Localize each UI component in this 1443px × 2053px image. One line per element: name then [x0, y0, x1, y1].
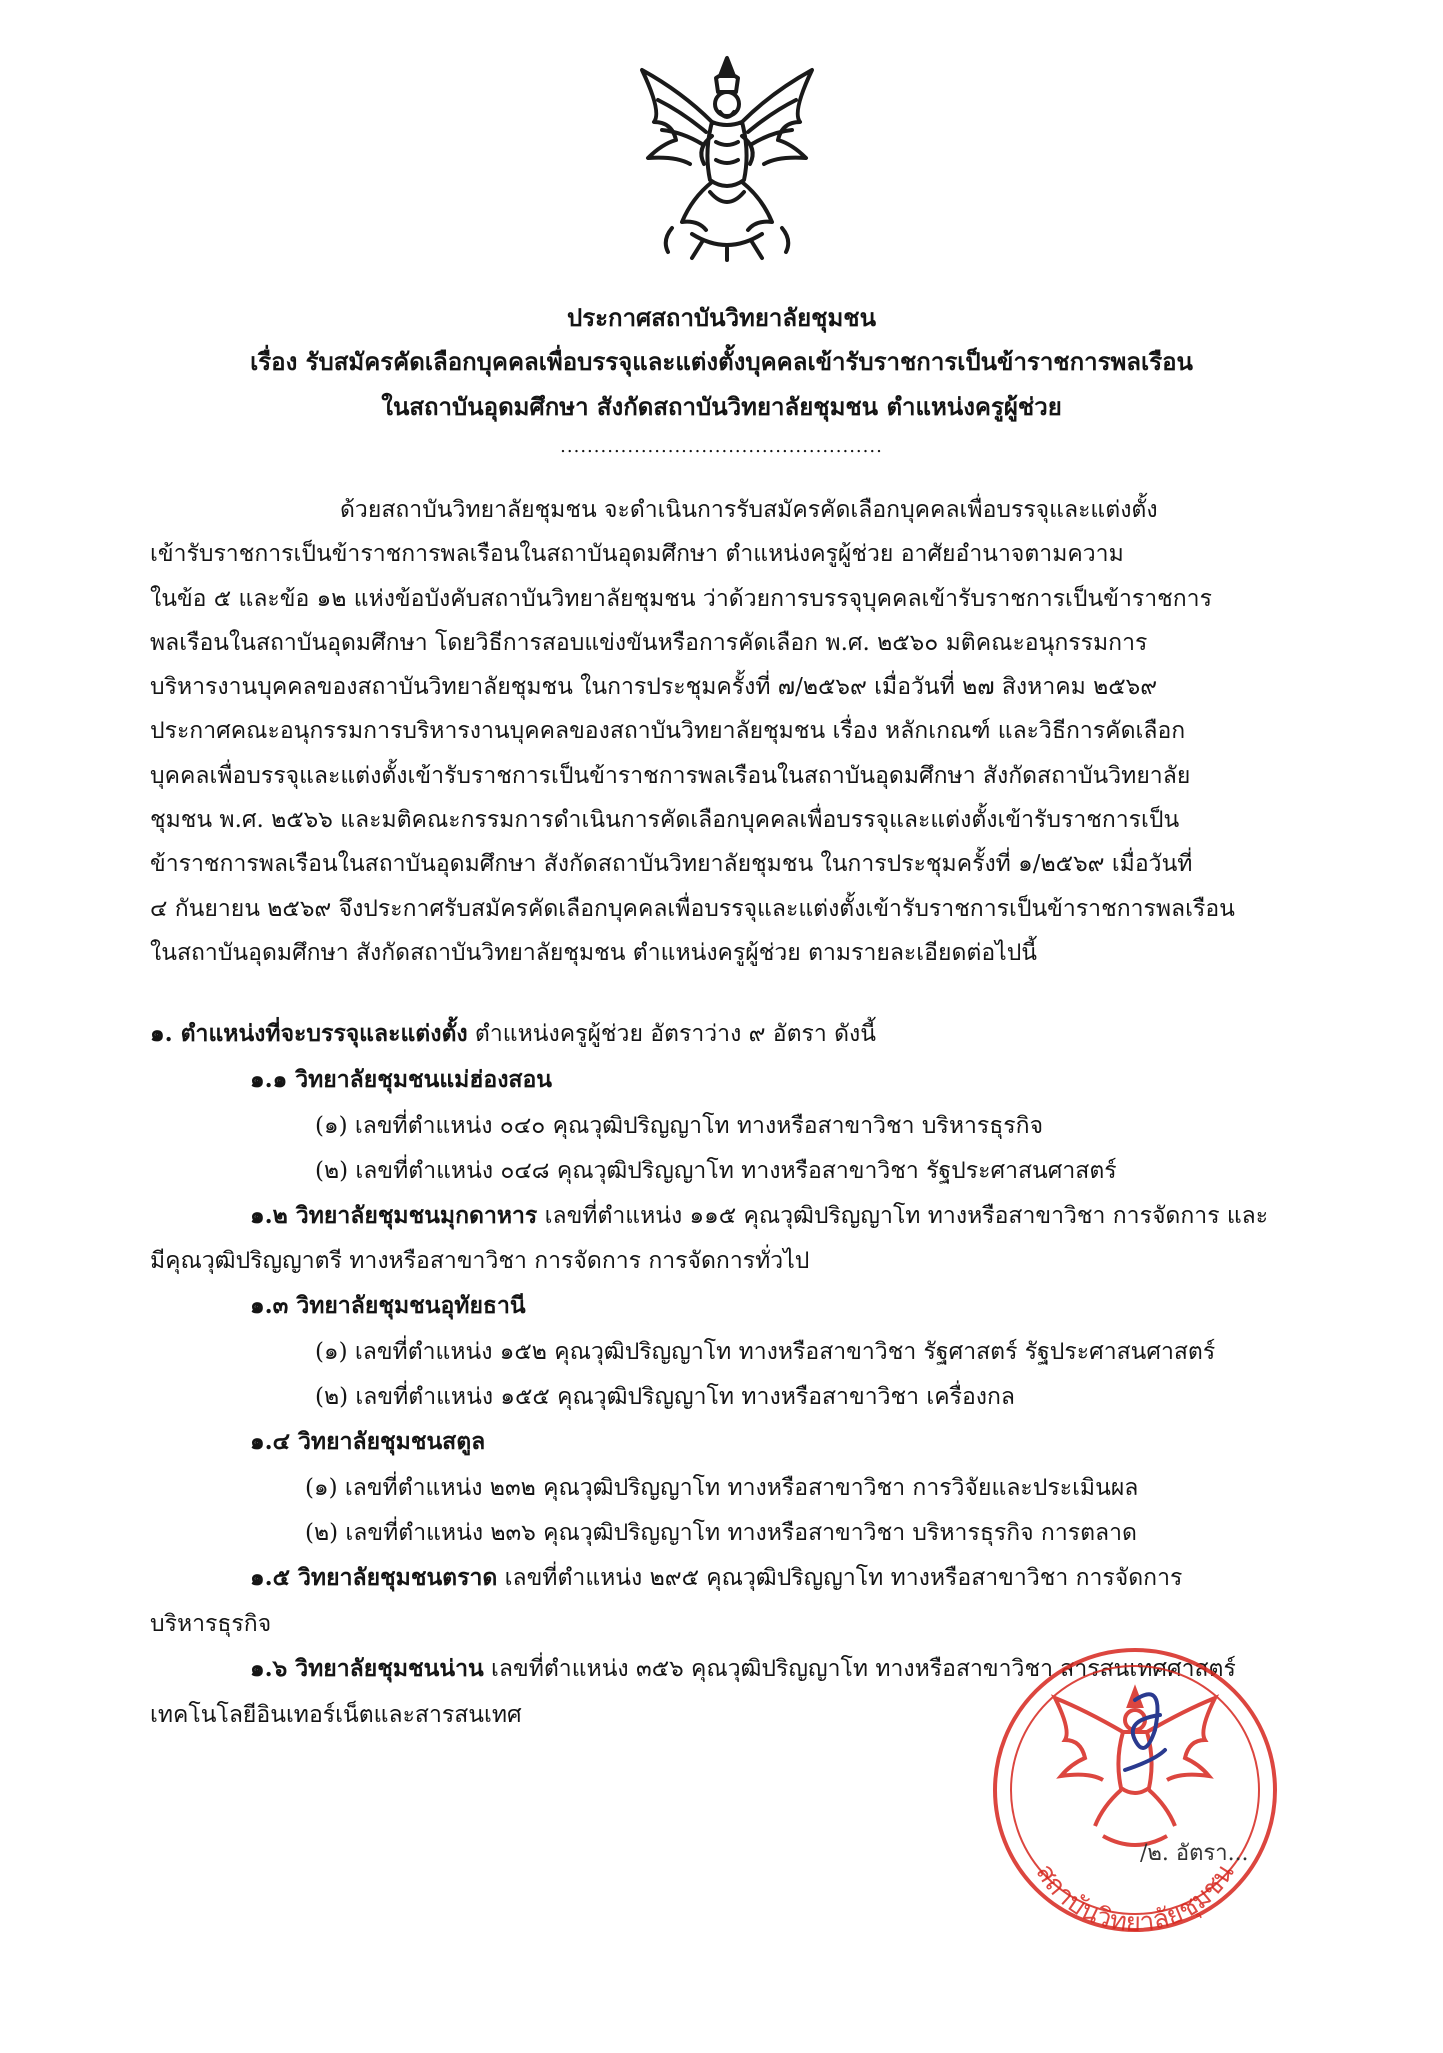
- announcement-subject: เรื่อง รับสมัครคัดเลือกบุคคลเพื่อบรรจุและแต่งตั้งบุคคลเข้ารับราชการเป็นข้าราชการพลเรือน: [250, 347, 1193, 376]
- sub-6-cont: เทคโนโลยีอินเทอร์เน็ตและสารสนเทศ: [150, 1702, 522, 1728]
- sub-1-title: ๑.๑ วิทยาลัยชุมชนแม่ฮ่องสอน: [250, 1066, 552, 1093]
- intro-paragraph: [150, 488, 1293, 975]
- intro-line: ๔ กันยายน ๒๕๖๙ จึงประกาศรับสมัครคัดเลือกบุคคลเพื่อบรรจุและแต่งตั้งเข้ารับราชการเป็นข้าราชการพลเรือน: [150, 895, 1235, 922]
- sub-4-item-2: (๒) เลขที่ตำแหน่ง ๒๓๖ คุณวุฒิปริญญาโท ทางหรือสาขาวิชา บริหารธุรกิจ การตลาด: [305, 1520, 1137, 1546]
- intro-line: ชุมชน พ.ศ. ๒๕๖๖ และมติคณะกรรมการดำเนินการคัดเลือกบุคคลเพื่อบรรจุและแต่งตั้งเข้ารับราชการเป็น: [150, 807, 1180, 834]
- intro-line: เข้ารับราชการเป็นข้าราชการพลเรือนในสถาบันอุดมศึกษา ตำแหน่งครูผู้ช่วย อาศัยอำนาจตามความ: [150, 541, 1124, 568]
- sub-5-cont: บริหารธุรกิจ: [150, 1611, 272, 1637]
- sub-3-item-1: (๑) เลขที่ตำแหน่ง ๑๕๒ คุณวุฒิปริญญาโท ทางหรือสาขาวิชา รัฐศาสตร์ รัฐประศาสนศาสตร์: [315, 1339, 1216, 1365]
- intro-line: บริหารงานบุคคลของสถาบันวิทยาลัยชุมชน ในการประชุมครั้งที่ ๗/๒๕๖๙ เมื่อวันที่ ๒๗ สิงหาคม ๒๕๖๙: [150, 674, 1158, 701]
- intro-line: บุคคลเพื่อบรรจุและแต่งตั้งเข้ารับราชการเป็นข้าราชการพลเรือนในสถาบันอุดมศึกษา สังกัดสถาบันวิทยาลัย: [150, 762, 1191, 789]
- sub-2-title: ๑.๒ วิทยาลัยชุมชนมุกดาหาร: [250, 1202, 538, 1229]
- sub-1-item-1: (๑) เลขที่ตำแหน่ง ๐๔๐ คุณวุฒิปริญญาโท ทางหรือสาขาวิชา บริหารธุรกิจ: [315, 1113, 1044, 1139]
- sub-6-title: ๑.๖ วิทยาลัยชุมชนน่าน: [250, 1655, 484, 1682]
- intro-line: พลเรือนในสถาบันอุดมศึกษา โดยวิธีการสอบแข่งขันหรือการคัดเลือก พ.ศ. ๒๕๖๐ มติคณะอนุกรรมการ: [150, 629, 1148, 656]
- intro-line: ข้าราชการพลเรือนในสถาบันอุดมศึกษา สังกัดสถาบันวิทยาลัยชุมชน ในการประชุมครั้งที่ ๑/๒๕๖๙ เมื่อวันที่: [150, 851, 1193, 878]
- section-1-title: ๑. ตำแหน่งที่จะบรรจุและแต่งตั้ง: [150, 1020, 468, 1047]
- seal-text: สถาบันวิทยาลัยชุมชน: [1029, 1858, 1241, 1939]
- section-1-heading: [150, 1016, 876, 1052]
- intro-line: ประกาศคณะอนุกรรมการบริหารงานบุคคลของสถาบันวิทยาลัยชุมชน เรื่อง หลักเกณฑ์ และวิธีการคัดเลือก: [150, 718, 1186, 745]
- announcement-subject-cont: ในสถาบันอุดมศึกษา สังกัดสถาบันวิทยาลัยชุมชน ตำแหน่งครูผู้ช่วย: [381, 392, 1062, 421]
- intro-line: ในข้อ ๕ และข้อ ๑๒ แห่งข้อบังคับสถาบันวิทยาลัยชุมชน ว่าด้วยการบรรจุบุคคลเข้ารับราชการเป็นข้าราชการ: [150, 585, 1212, 612]
- next-page-marker: /๒. อัตรา...: [1140, 1841, 1249, 1866]
- sub-2-line: [250, 1198, 1268, 1234]
- intro-line: ในสถาบันอุดมศึกษา สังกัดสถาบันวิทยาลัยชุมชน ตำแหน่งครูผู้ช่วย ตามรายละเอียดต่อไปนี้: [150, 939, 1038, 966]
- title-separator: ................................................: [560, 436, 883, 457]
- official-seal-stamp-icon: [985, 1640, 1285, 1970]
- sub-2-cont: มีคุณวุฒิปริญญาตรี ทางหรือสาขาวิชา การจัดการ การจัดการทั่วไป: [150, 1248, 810, 1274]
- intro-line: ด้วยสถาบันวิทยาลัยชุมชน จะดำเนินการรับสมัครคัดเลือกบุคคลเพื่อบรรจุและแต่งตั้ง: [340, 497, 1158, 523]
- sub-6-desc: เลขที่ตำแหน่ง ๓๕๖ คุณวุฒิปริญญาโท ทางหรือสาขาวิชา สารสนเทศศาสตร์: [483, 1656, 1236, 1682]
- sub-5-desc: เลขที่ตำแหน่ง ๒๙๕ คุณวุฒิปริญญาโท ทางหรือสาขาวิชา การจัดการ: [497, 1565, 1183, 1591]
- announcement-title: ประกาศสถาบันวิทยาลัยชุมชน: [567, 303, 876, 332]
- sub-1-item-2: (๒) เลขที่ตำแหน่ง ๐๔๘ คุณวุฒิปริญญาโท ทางหรือสาขาวิชา รัฐประศาสนศาสตร์: [315, 1158, 1117, 1184]
- sub-3-item-2: (๒) เลขที่ตำแหน่ง ๑๕๕ คุณวุฒิปริญญาโท ทางหรือสาขาวิชา เครื่องกล: [315, 1384, 1016, 1410]
- garuda-emblem-icon: [632, 52, 822, 262]
- sub-3-title: ๑.๓ วิทยาลัยชุมชนอุทัยธานี: [250, 1292, 526, 1319]
- sub-4-title: ๑.๔ วิทยาลัยชุมชนสตูล: [250, 1428, 486, 1455]
- sub-5-title: ๑.๕ วิทยาลัยชุมชนตราด: [250, 1564, 498, 1591]
- sub-4-item-1: (๑) เลขที่ตำแหน่ง ๒๓๒ คุณวุฒิปริญญาโท ทางหรือสาขาวิชา การวิจัยและประเมินผล: [305, 1475, 1139, 1501]
- section-1-desc: ตำแหน่งครูผู้ช่วย อัตราว่าง ๙ อัตรา ดังนี้: [467, 1021, 877, 1047]
- sub-2-desc: เลขที่ตำแหน่ง ๑๑๕ คุณวุฒิปริญญาโท ทางหรือสาขาวิชา การจัดการ และ: [537, 1203, 1269, 1229]
- sub-5-line: [250, 1560, 1182, 1596]
